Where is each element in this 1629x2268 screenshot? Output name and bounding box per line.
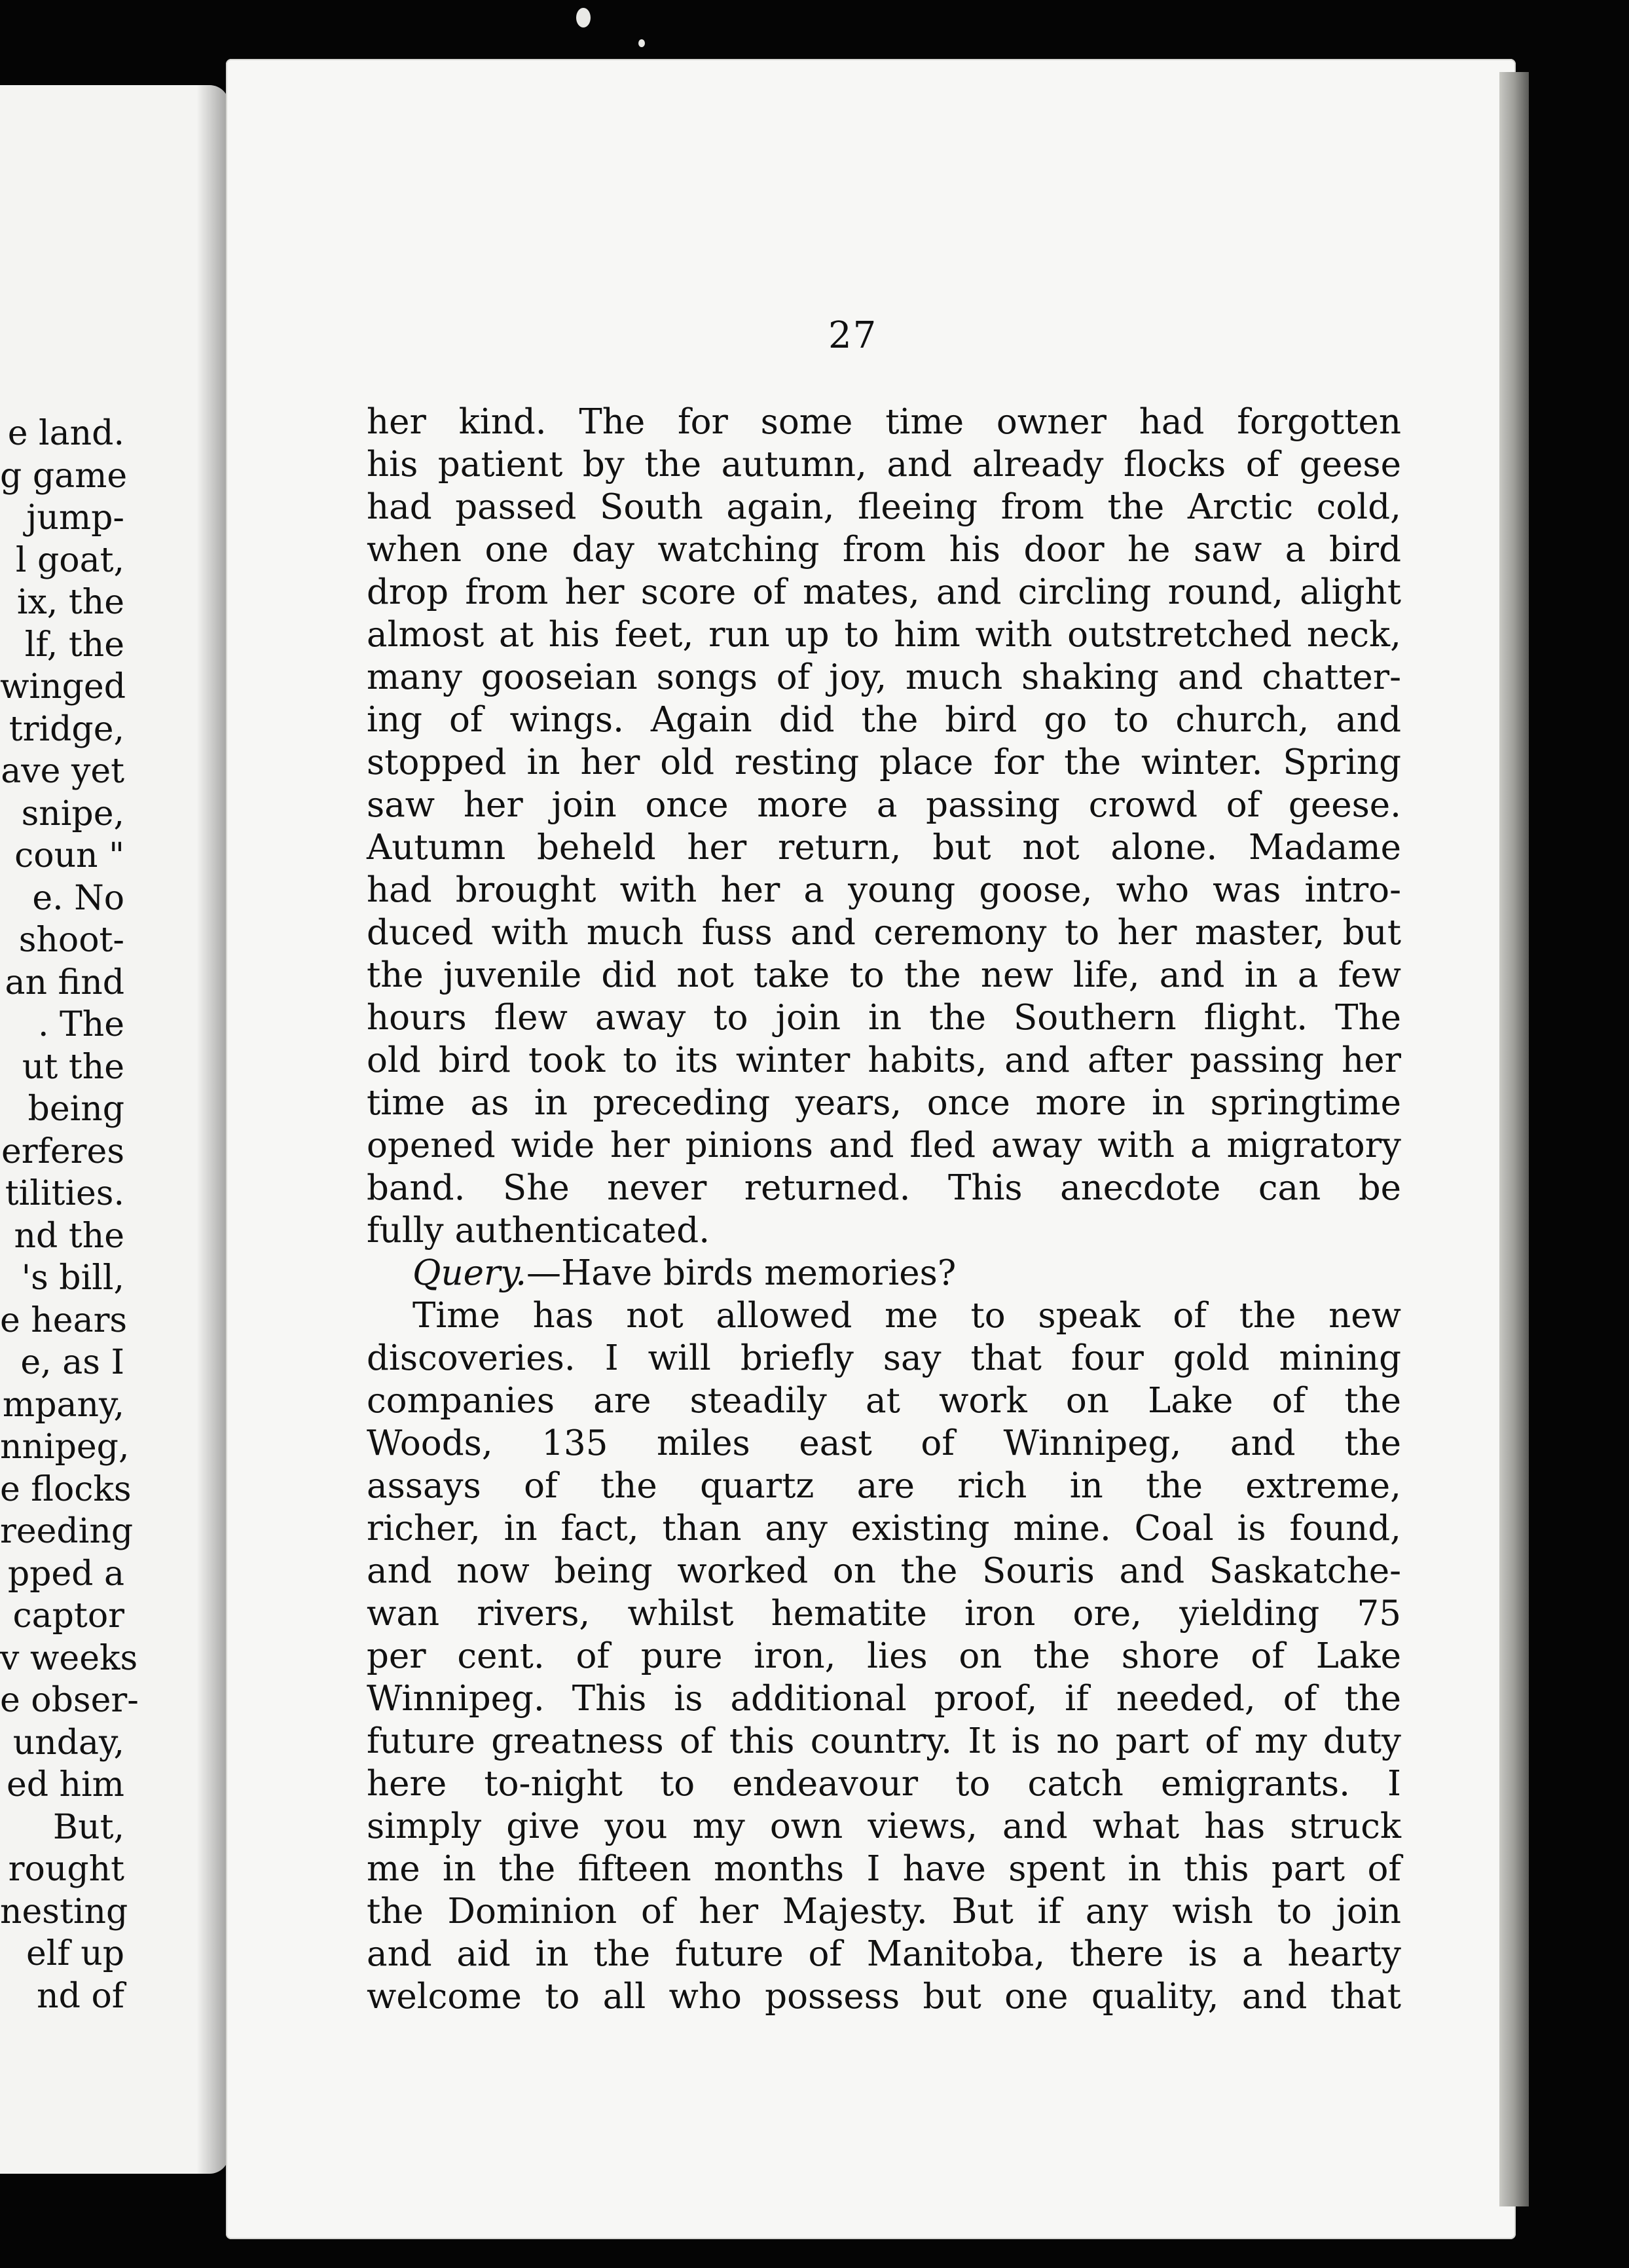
left-page-fragment: rought (8, 1850, 124, 1889)
paragraph-2-line: and aid in the future of Manitoba, there is a hearty (367, 1934, 1401, 1974)
left-page-fragment: e hears (0, 1300, 128, 1340)
paragraph-2-line: me in the fifteen months I have spent in this part of (367, 1849, 1401, 1889)
left-page-fragment: unday, (12, 1723, 124, 1763)
left-page-fragment: pped a (7, 1554, 124, 1594)
scan-speck (576, 8, 591, 27)
left-page-fragment: ut the (22, 1047, 124, 1087)
left-page-fragment: e flocks (0, 1469, 132, 1509)
paragraph-1-line: his patient by the autumn, and already flocks of geese (367, 445, 1401, 485)
page-stack-edge (1499, 72, 1529, 2206)
left-page-fragment: coun " (14, 836, 124, 875)
page-body (367, 401, 1401, 2018)
left-page-fragment: e. No (32, 878, 124, 918)
paragraph-2-line: companies are steadily at work on Lake of the (367, 1381, 1401, 1421)
paragraph-1-line: the juvenile did not take to the new life, and in a few (367, 955, 1401, 995)
left-page (0, 85, 229, 2174)
left-page-fragment: ed him (6, 1765, 124, 1804)
left-page-fragment: 's bill, (21, 1258, 124, 1298)
left-page-fragment: l goat, (15, 540, 124, 580)
left-page-fragment: tridge, (9, 709, 124, 749)
left-page-fragment: tilities. (5, 1174, 124, 1213)
paragraph-2-line: here to-night to endeavour to catch emigrants. I (367, 1764, 1401, 1804)
paragraph-1-line: almost at his feet, run up to him with outstretched neck, (367, 615, 1401, 655)
left-page-fragment: being (27, 1089, 124, 1129)
paragraph-2-line: assays of the quartz are rich in the extreme, (367, 1466, 1401, 1506)
scan-speck (638, 39, 645, 47)
paragraph-2-line: per cent. of pure iron, lies on the shore of Lake (367, 1636, 1401, 1676)
left-page-fragment: g game (0, 456, 128, 496)
book-gutter (196, 85, 229, 2174)
left-page-fragment: nnipeg, (0, 1427, 130, 1467)
left-page-fragment: elf up (26, 1934, 124, 1973)
left-page-fragment: e land. (7, 414, 124, 453)
page-number: 27 (828, 314, 878, 357)
paragraph-1-line: had brought with her a young goose, who was intro- (367, 870, 1401, 910)
paragraph-1-line: many gooseian songs of joy, much shaking and chatter- (367, 657, 1401, 697)
paragraph-2-line: future greatness of this country. It is no part of my duty (367, 1721, 1401, 1761)
paragraph-1-line: hours flew away to join in the Southern flight. The (367, 998, 1401, 1038)
paragraph-1-line: saw her join once more a passing crowd of geese. (367, 785, 1401, 825)
paragraph-1-line: her kind. The for some time owner had forgotten (367, 402, 1401, 442)
paragraph-2-line: Woods, 135 miles east of Winnipeg, and the (367, 1423, 1401, 1463)
left-page-text-fragments (0, 412, 139, 2017)
paragraph-1-line: duced with much fuss and ceremony to her master, but (367, 913, 1401, 953)
paragraph-1-line: time as in preceding years, once more in springtime (367, 1083, 1401, 1123)
paragraph-1-line: fully authenticated. (367, 1211, 710, 1251)
left-page-fragment: nd the (14, 1216, 124, 1256)
query-label: Query. (412, 1253, 527, 1293)
paragraph-1-line: when one day watching from his door he saw a bird (367, 530, 1401, 570)
left-page-fragment: snipe, (21, 794, 124, 833)
paragraph-2-line: welcome to all who possess but one quality, and that (367, 1977, 1401, 2017)
paragraph-1-line: band. She never returned. This anecdote can be (367, 1168, 1401, 1208)
left-page-fragment: jump- (26, 498, 124, 538)
left-page-fragment: mpany, (2, 1385, 124, 1425)
left-page-fragment: But, (52, 1807, 124, 1847)
left-page-fragment: an find (5, 962, 124, 1002)
paragraph-2-line: wan rivers, whilst hematite iron ore, yielding 75 (367, 1594, 1401, 1634)
paragraph-2-line: Winnipeg. This is additional proof, if needed, of the (367, 1679, 1401, 1719)
left-page-fragment: lf, the (24, 625, 124, 665)
paragraph-1-line: ing of wings. Again did the bird go to church, and (367, 700, 1401, 740)
left-page-fragment: erferes (1, 1131, 124, 1171)
left-page-fragment: winged (0, 667, 126, 706)
left-page-fragment: reeding (0, 1512, 134, 1551)
paragraph-2-line: and now being worked on the Souris and Saskatche- (367, 1551, 1401, 1591)
left-page-fragment: . The (37, 1005, 124, 1044)
paragraph-1-line: Autumn beheld her return, but not alone. Madame (367, 828, 1401, 868)
paragraph-1-line: opened wide her pinions and fled away with a migratory (367, 1125, 1401, 1165)
left-page-fragment: nd of (37, 1976, 124, 2016)
paragraph-2-line: Time has not allowed me to speak of the new (412, 1296, 1401, 1336)
paragraph-2-line: richer, in fact, than any existing mine. Coal is found, (367, 1509, 1401, 1548)
left-page-fragment: e, as I (20, 1343, 124, 1382)
paragraph-1-line: had passed South again, fleeing from the Arctic cold, (367, 487, 1401, 527)
left-page-fragment: e obser- (0, 1681, 139, 1720)
left-page-fragment: captor (12, 1596, 124, 1636)
paragraph-1-line: old bird took to its winter habits, and after passing her (367, 1040, 1401, 1080)
query-text: —Have birds memories? (526, 1253, 957, 1293)
paragraph-discoveries (367, 1294, 1401, 2018)
paragraph-2-line: discoveries. I will briefly say that four gold mining (367, 1338, 1401, 1378)
paragraph-2-line: the Dominion of her Majesty. But if any wish to join (367, 1892, 1401, 1931)
left-page-fragment: ave yet (1, 752, 124, 791)
left-page-fragment: v weeks (0, 1638, 138, 1678)
paragraph-goose-anecdote (367, 401, 1401, 1252)
paragraph-1-line: drop from her score of mates, and circling round, alight (367, 572, 1401, 612)
paragraph-2-line: simply give you my own views, and what has struck (367, 1806, 1401, 1846)
left-page-fragment: ix, the (16, 583, 124, 622)
paragraph-1-line: stopped in her old resting place for the winter. Spring (367, 742, 1401, 782)
query-line (367, 1252, 1401, 1294)
left-page-fragment: shoot- (18, 921, 124, 960)
left-page-fragment: nesting (0, 1892, 128, 1931)
